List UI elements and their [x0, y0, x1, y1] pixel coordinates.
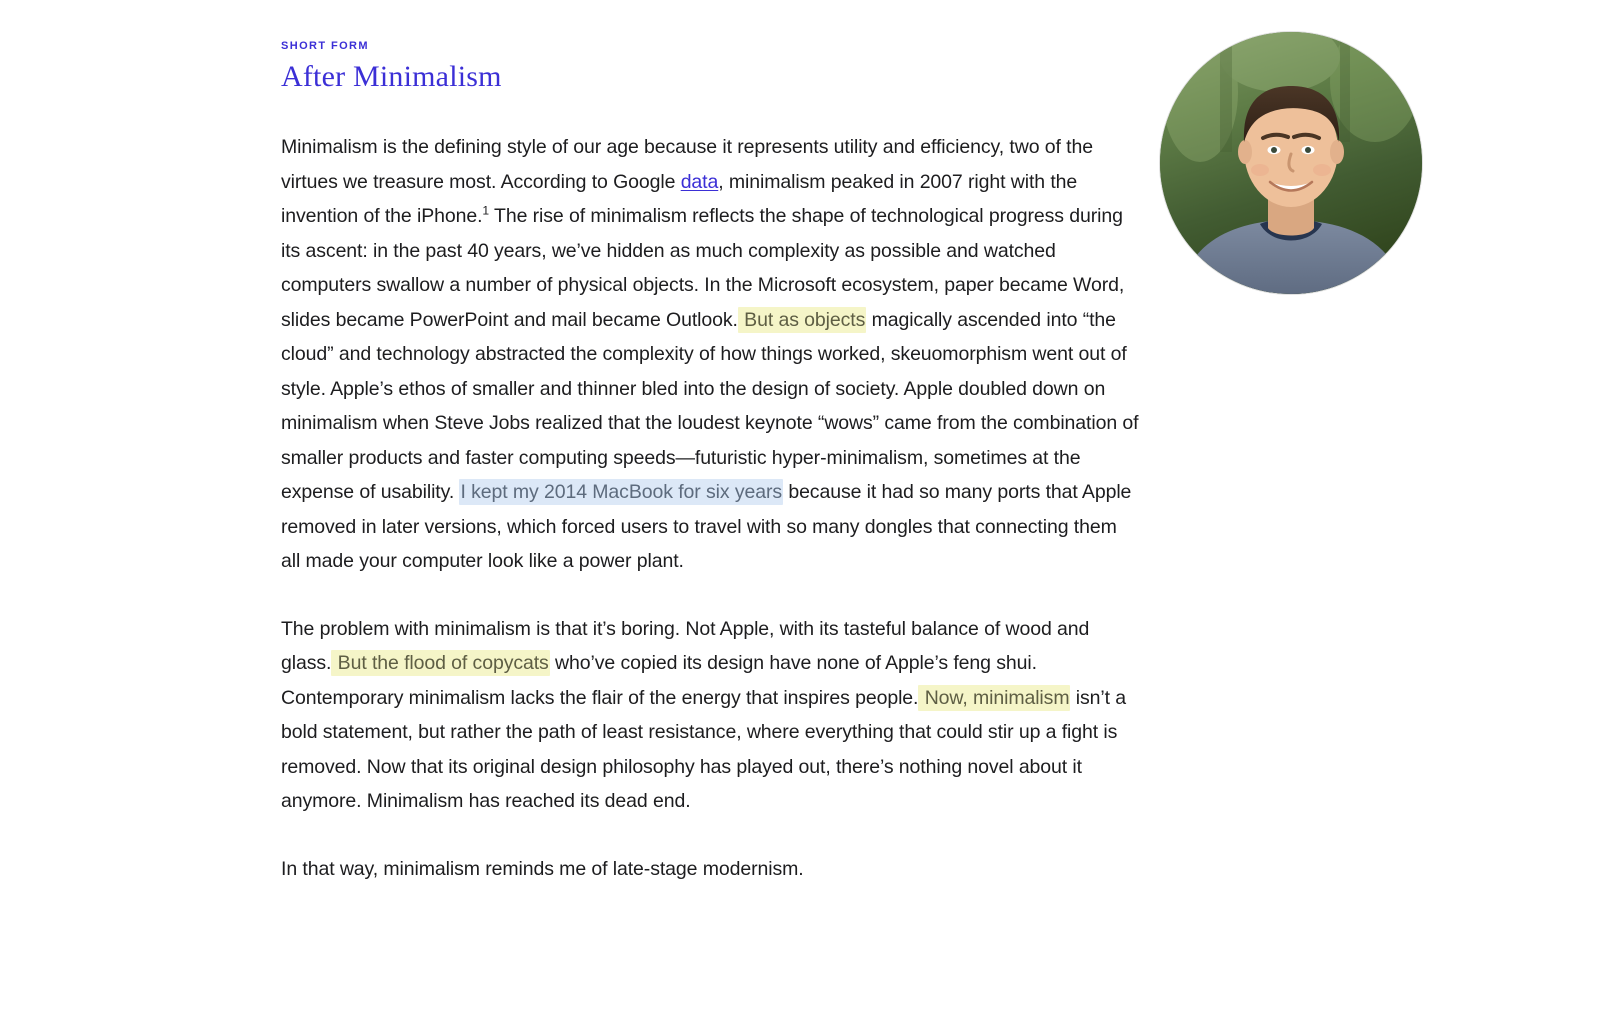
p1-seg5: because it had so many ports that Apple removed in later versions, which forced users to travel with so many dongles that connecting them all made your computer look like a power plant. — [281, 481, 1132, 572]
highlight-yellow-3[interactable]: Now, minimalism — [919, 686, 1070, 709]
highlight-yellow-2[interactable]: But the flood of copycats — [332, 652, 549, 674]
portrait-image — [1160, 32, 1422, 294]
p2-seg3: isn’t a bold statement, but rather the path of least resistance, where everything that could stir up a fight is removed. Now that its original design philosophy has played out, there’s nothing novel about it anymore. Minimalism has reached its dead end. — [281, 686, 1127, 812]
paragraph-3: In that way, minimalism reminds me of late-stage modernism. — [281, 857, 804, 880]
paragraph-1 — [281, 130, 1141, 579]
p2-seg2: who’ve copied its design have none of Apple’s feng shui. Contemporary minimalism lacks the flair of the energy that inspires people. — [281, 652, 1037, 709]
footnote-marker-1: 1 — [482, 203, 490, 218]
article-kicker: SHORT FORM — [281, 40, 369, 52]
p1-seg2: , minimalism peaked in 2007 right with the invention of the iPhone. — [281, 170, 1078, 227]
paragraph-2 — [281, 612, 1141, 819]
p1-seg1: Minimalism is the defining style of our age because it represents utility and efficiency, two of the virtues we treasure most. According to Google — [281, 136, 1093, 193]
article-body — [281, 130, 1141, 886]
p2-seg1: The problem with minimalism is that it’s boring. Not Apple, with its tasteful balance of wood and glass. — [281, 617, 1090, 674]
avatar — [1160, 32, 1422, 294]
page-title: After Minimalism — [281, 60, 502, 93]
p1-seg4: magically ascended into “the cloud” and technology abstracted the complexity of how things worked, skeuomorphism went out of style. Apple’s ethos of smaller and thinner bled into the design of society. Apple doubled down on minimalism when Steve Jobs realized that the loudest keynote “wows” came from the combination of smaller products and faster computing speeds—futuristic hyper-minimalism, sometimes at the expense of usability. — [281, 308, 1139, 503]
highlight-blue-1[interactable]: I kept my 2014 MacBook for six years — [460, 481, 782, 503]
p1-seg3: The rise of minimalism reflects the shape of technological progress during its ascent: in the past 40 years, we’ve hidden as much complexity as possible and watched computers swallow a number of physical objects. In the Microsoft ecosystem, paper became Word, slides became PowerPoint and mail became Outlook. — [281, 205, 1125, 331]
data-link[interactable]: data — [680, 170, 719, 193]
highlight-yellow-1[interactable]: But as objects — [738, 308, 866, 331]
article-container — [281, 40, 1141, 886]
